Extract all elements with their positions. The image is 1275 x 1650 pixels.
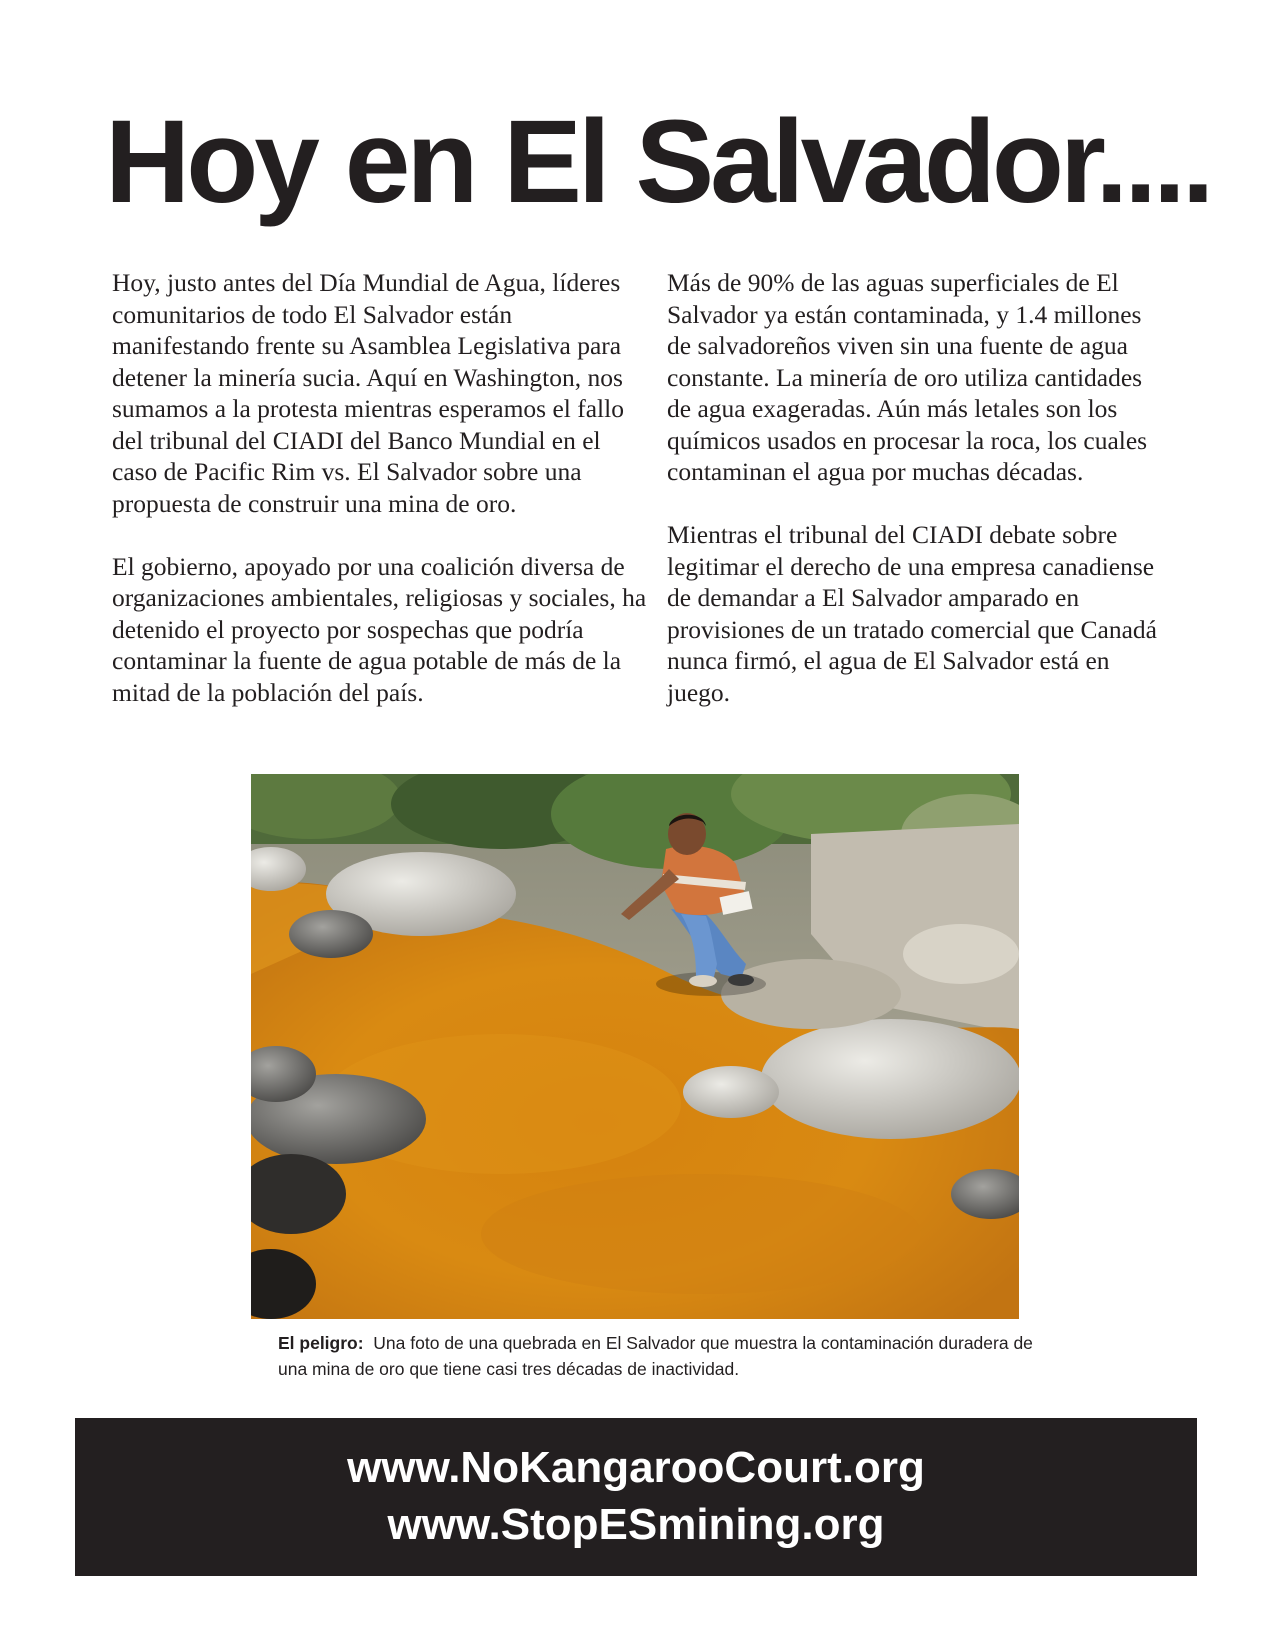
paragraph: El gobierno, apoyado por una coalición diversa de organizaciones ambientales, religiosas y sociales, ha detenido el proyecto por sospechas que podría contaminar la fuente de agua potable de más de la mitad de la población del país. <box>112 551 647 707</box>
footer-url-nokangaroocourt[interactable]: www.NoKangarooCourt.org <box>347 1443 925 1492</box>
photo-caption <box>278 1330 1038 1382</box>
paragraph: Más de 90% de las aguas superficiales de El Salvador ya están contaminada, y 1.4 millones de salvadoreños viven sin una fuente de agua constante. La minería de oro utiliza cantidades de agua exageradas. Aún más letales son los químicos usados en procesar la roca, los cuales contaminan el agua por muchas décadas. <box>667 268 1148 486</box>
article-column-right <box>667 267 1167 708</box>
article-column-left <box>112 267 652 708</box>
contaminated-stream-photo <box>251 774 1019 1319</box>
headline: Hoy en El Salvador.... <box>105 96 1211 228</box>
caption-text: Una foto de una quebrada en El Salvador que muestra la contaminación duradera de una mina de oro que tiene casi tres décadas de inactividad. <box>278 1333 1033 1379</box>
paragraph: Hoy, justo antes del Día Mundial de Agua, líderes comunitarios de todo El Salvador están manifestando frente su Asamblea Legislativa para detener la minería sucia. Aquí en Washington, nos sumamos a la protesta mientras esperamos el fallo del tribunal del CIADI del Banco Mundial en el caso de Pacific Rim vs. El Salvador sobre una propuesta de construir una mina de oro. <box>112 268 624 518</box>
footer-url-stopesmining[interactable]: www.StopESmining.org <box>387 1500 885 1549</box>
caption-label: El peligro: <box>278 1333 364 1353</box>
paragraph: Mientras el tribunal del CIADI debate sobre legitimar el derecho de una empresa canadiense de demandar a El Salvador amparado en provisiones de un tratado comercial que Canadá nunca firmó, el agua de El Salvador está en juego. <box>667 520 1157 707</box>
footer-banner <box>75 1418 1197 1576</box>
